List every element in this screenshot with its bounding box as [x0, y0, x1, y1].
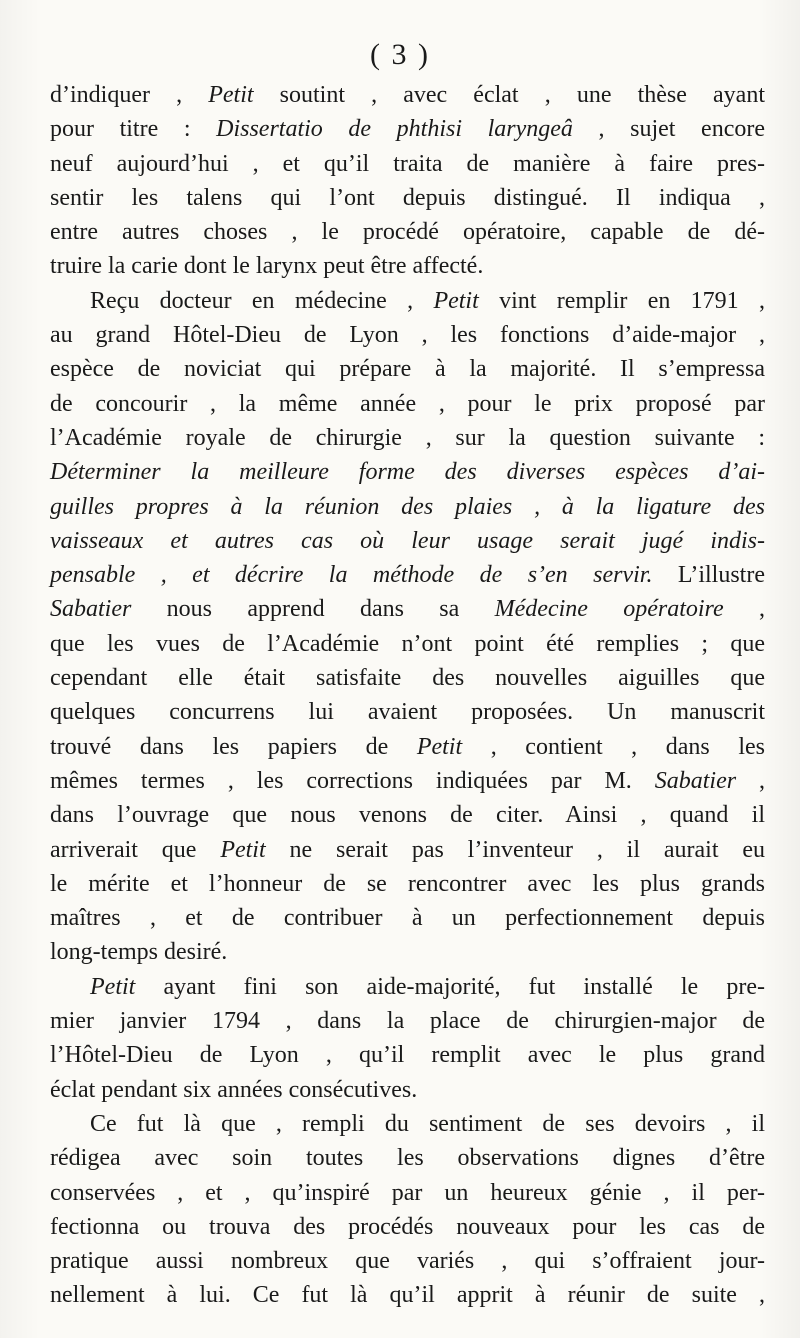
text-line: au grand Hôtel-Dieu de Lyon , les fonctions d’aide-major ,	[50, 322, 765, 349]
text-line: Sabatier nous apprend dans sa Médecine opératoire ,	[50, 596, 766, 623]
text-line: d’indiquer , Petit soutint , avec éclat , une thèse ayant	[50, 82, 766, 108]
body-text	[50, 78, 765, 1313]
text-line: trouvé dans les papiers de Petit , contient , dans les	[50, 733, 765, 760]
text-line: neuf aujourd’hui , et qu’il traita de manière à faire pres-	[50, 150, 765, 177]
text-line: mier janvier 1794 , dans la place de chirurgien-major de	[50, 1008, 765, 1035]
text-line: maîtres , et de contribuer à un perfectionnement depuis	[50, 905, 765, 932]
text-line: long-temps desiré.	[50, 939, 228, 966]
text-line: nellement à lui. Ce fut là qu’il apprit à réunir de suite ,	[50, 1282, 765, 1309]
text-line: dans l’ouvrage que nous venons de citer. Ainsi , quand il	[50, 802, 765, 829]
text-line: entre autres choses , le procédé opératoire, capable de dé-	[50, 219, 765, 246]
text-line: mêmes termes , les corrections indiquées par M. Sabatier ,	[50, 767, 766, 794]
text-line: sentir les talens qui l’ont depuis distingué. Il indiqua ,	[50, 184, 765, 211]
text-line: quelques concurrens lui avaient proposées. Un manuscrit	[50, 699, 765, 726]
text-line: pensable , et décrire la méthode de s’en servir. L’illustre	[50, 562, 765, 589]
page-number: ( 3 )	[370, 38, 430, 71]
text-line: que les vues de l’Académie n’ont point été remplies ; que	[50, 630, 765, 657]
text-line: Ce fut là que , rempli du sentiment de ses devoirs , il	[90, 1110, 765, 1137]
text-line: fectionna ou trouva des procédés nouveaux pour les cas de	[50, 1213, 765, 1240]
text-line: Déterminer la meilleure forme des diverses espèces d’ai-	[50, 459, 765, 486]
text-line: conservées , et , qu’inspiré par un heureux génie , il per-	[50, 1179, 765, 1206]
text-line: cependant elle était satisfaite des nouvelles aiguilles que	[50, 665, 765, 692]
text-line: l’Hôtel-Dieu de Lyon , qu’il remplit avec le plus grand	[50, 1042, 765, 1069]
text-line: espèce de noviciat qui prépare à la majorité. Il s’empressa	[50, 356, 765, 383]
text-line: pratique aussi nombreux que variés , qui s’offraient jour-	[50, 1248, 765, 1275]
text-line: pour titre : Dissertatio de phthisi laryngeâ , sujet encore	[50, 116, 766, 143]
text-line: Petit ayant fini son aide-majorité, fut installé le pre-	[90, 973, 765, 1000]
text-line: rédigea avec soin toutes les observations dignes d’être	[50, 1145, 765, 1172]
text-line: Reçu docteur en médecine , Petit vint remplir en 1791 ,	[90, 287, 765, 314]
text-line: éclat pendant six années consécutives.	[50, 1076, 418, 1103]
text-line: de concourir , la même année , pour le prix proposé par	[50, 390, 765, 417]
text-line: truire la carie dont le larynx peut être affecté.	[50, 253, 484, 280]
text-line: guilles propres à la réunion des plaies , à la ligature des	[50, 493, 765, 520]
text-line: le mérite et l’honneur de se rencontrer avec les plus grands	[50, 870, 765, 897]
text-line: vaisseaux et autres cas où leur usage serait jugé indis-	[50, 527, 765, 554]
text-line: arriverait que Petit ne serait pas l’inventeur , il aurait eu	[50, 836, 766, 863]
text-line: l’Académie royale de chirurgie , sur la question suivante :	[50, 424, 765, 451]
